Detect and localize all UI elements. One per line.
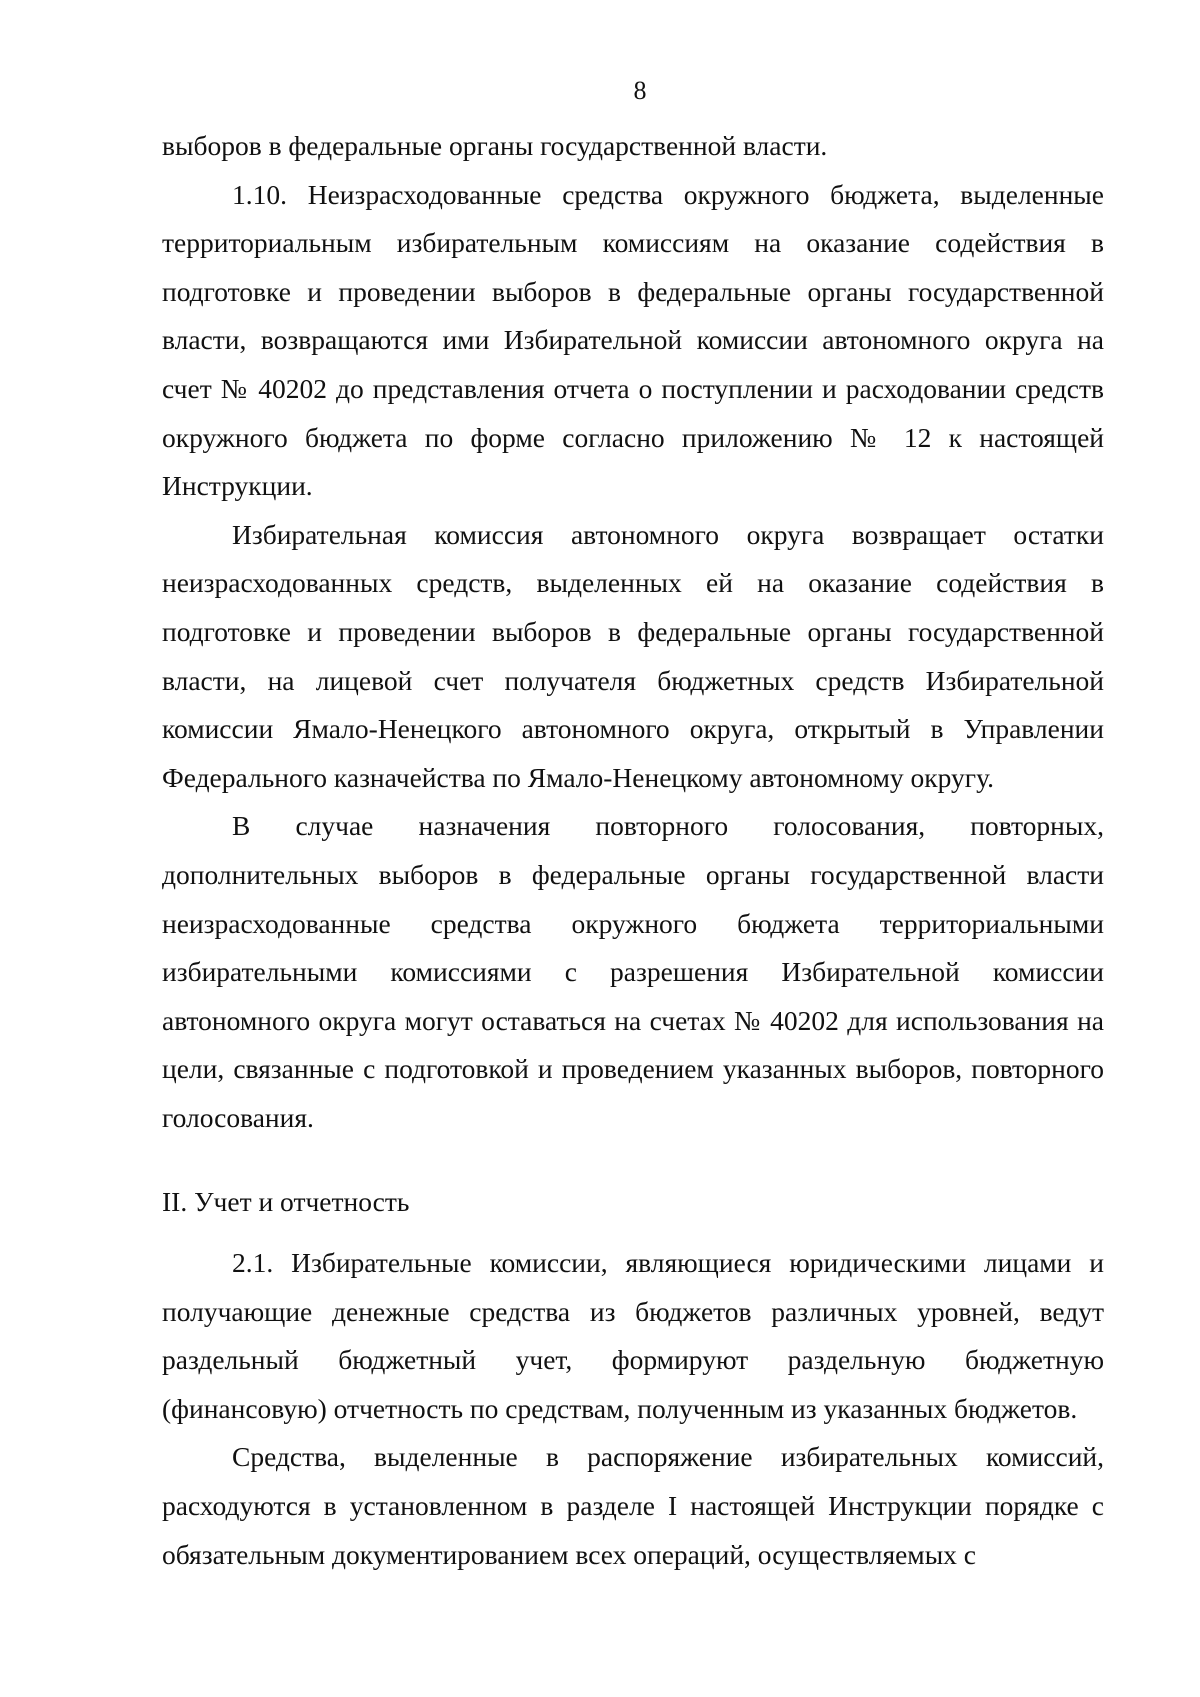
paragraph-continuation: выборов в федеральные органы государственной власти. <box>162 130 828 161</box>
section-heading: II. Учет и отчетность <box>162 1186 410 1218</box>
paragraph-commission-return: Избирательная комиссия автономного округа возвращает остатки неизрасходованных средств, выделенных ей на оказание содействия в подготовке и проведении выборов в федеральные органы государственной власти, на лицевой счет получателя бюджетных средств Избирательной комиссии Ямало-Ненецкого автономного округа, открытый в Управлении Федерального казначейства по Ямало-Ненецкому автономному округу. <box>162 518 1104 793</box>
paragraph-1-10: 1.10. Неизрасходованные средства окружного бюджета, выделенные территориальным избирательным комиссиям на оказание содействия в подготовке и проведении выборов в федеральные органы государственной власти, возвращаются ими Избирательной комиссии автономного округа на счет № 40202 до представления отчета о поступлении и расходовании средств окружного бюджета по форме согласно приложению № 12 к настоящей Инструкции. <box>162 178 1104 502</box>
paragraph-funds-allocation: Средства, выделенные в распоряжение избирательных комиссий, расходуются в установленном в разделе I настоящей Инструкции порядке с обязательным документированием всех операций, осуществляемых с <box>162 1441 1104 1570</box>
document-body <box>162 122 1104 1579</box>
paragraph-2-1: 2.1. Избирательные комиссии, являющиеся юридическими лицами и получающие денежные средства из бюджетов различных уровней, ведут раздельный бюджетный учет, формируют раздельную бюджетную (финансовую) отчетность по средствам, полученным из указанных бюджетов. <box>162 1247 1104 1424</box>
page-number: 8 <box>633 76 647 105</box>
paragraph-repeat-voting: В случае назначения повторного голосования, повторных, дополнительных выборов в федеральные органы государственной власти неизрасходованные средства окружного бюджета территориальными избирательными комиссиями с разрешения Избирательной комиссии автономного округа могут оставаться на счетах № 40202 для использования на цели, связанные с подготовкой и проведением указанных выборов, повторного голосования. <box>162 810 1104 1133</box>
